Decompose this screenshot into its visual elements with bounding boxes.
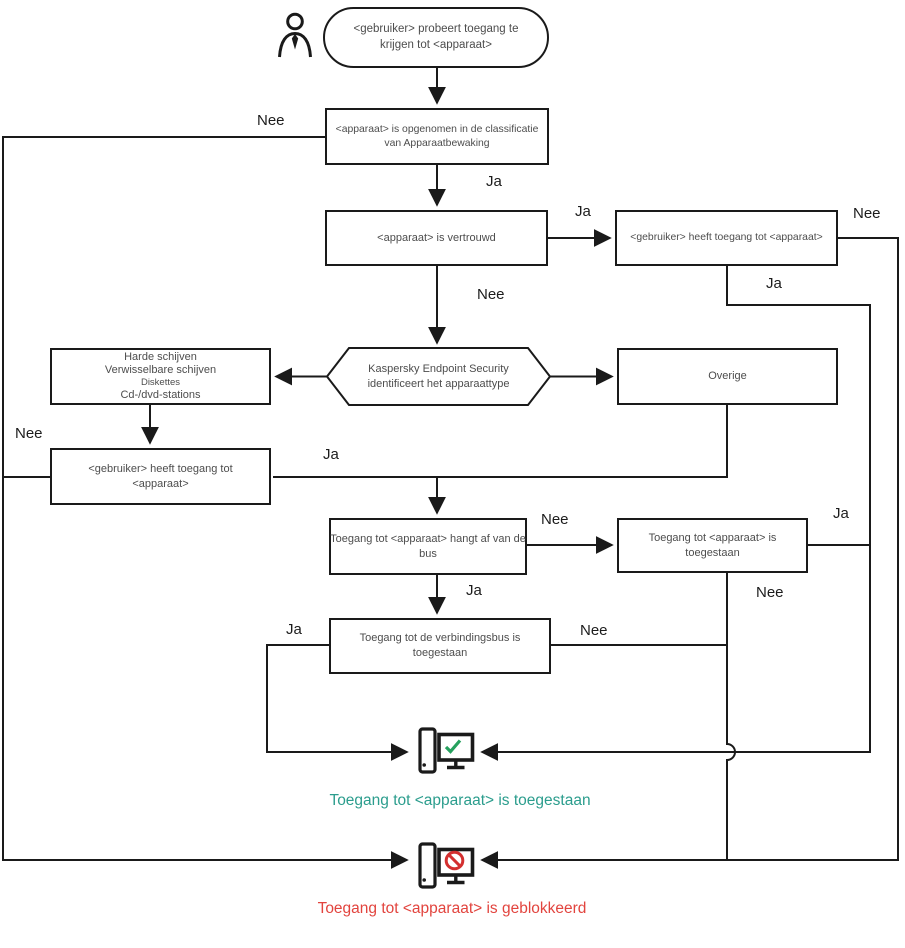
edge-allowed-rule-nee-to-blocked bbox=[727, 573, 735, 860]
computer-blocked-icon bbox=[417, 841, 475, 893]
node-text-line: Toegang tot de verbindingsbus is bbox=[359, 632, 521, 645]
node-text-line: Toegang tot <apparaat> is bbox=[648, 531, 777, 544]
node-classification bbox=[325, 108, 549, 165]
edge-label-nee: Nee bbox=[541, 511, 569, 528]
node-text-line: Harde schijven bbox=[124, 351, 197, 364]
node-text-line: <apparaat> is vertrouwd bbox=[377, 231, 496, 244]
node-text-line: van Apparaatbewaking bbox=[384, 137, 490, 149]
allowed-caption: Toegang tot <apparaat> is toegestaan bbox=[329, 792, 591, 809]
node-text-line: Diskettes bbox=[140, 377, 181, 389]
edge-label-nee: Nee bbox=[15, 425, 43, 442]
edge-label-ja: Ja bbox=[833, 505, 849, 522]
node-start bbox=[323, 7, 549, 68]
node-user-access-left bbox=[50, 448, 271, 505]
edge-user-right-ja-to-allowed bbox=[482, 266, 870, 752]
computer-allowed-icon bbox=[417, 726, 475, 778]
edge-label-nee: Nee bbox=[257, 112, 285, 129]
node-text-line: Overige bbox=[708, 370, 747, 383]
edge-label-ja: Ja bbox=[286, 621, 302, 638]
edge-label-ja: Ja bbox=[575, 203, 591, 220]
node-text-line: krijgen tot <apparaat> bbox=[380, 38, 492, 51]
node-text-line: toegestaan bbox=[412, 647, 468, 659]
node-bus-depends bbox=[329, 518, 527, 575]
blocked-caption: Toegang tot <apparaat> is geblokkeerd bbox=[317, 900, 587, 917]
node-text-line: Toegang tot <apparaat> hangt af van de bbox=[330, 532, 526, 545]
edge-label-nee: Nee bbox=[853, 205, 881, 222]
node-identify-hexagon bbox=[340, 348, 537, 405]
node-trusted bbox=[325, 210, 548, 266]
node-text-line: <apparaat> bbox=[132, 477, 189, 490]
node-text-line: Verwisselbare schijven bbox=[104, 364, 217, 377]
node-text-line: Cd-/dvd-stations bbox=[120, 388, 201, 401]
node-text-line: bus bbox=[419, 547, 437, 560]
edge-label-ja: Ja bbox=[766, 275, 782, 292]
node-user-access-right bbox=[615, 210, 838, 266]
node-text-line: identificeert het apparaattype bbox=[367, 377, 510, 390]
edge-label-nee: Nee bbox=[580, 622, 608, 639]
node-access-allowed-rule bbox=[617, 518, 808, 573]
person-icon bbox=[278, 12, 312, 58]
edge-label-ja: Ja bbox=[486, 173, 502, 190]
node-bus-allowed bbox=[329, 618, 551, 674]
edge-label-nee: Nee bbox=[477, 286, 505, 303]
node-text-line: <gebruiker> heeft toegang tot <apparaat> bbox=[630, 232, 823, 244]
node-text-line: <gebruiker> heeft toegang tot bbox=[88, 462, 233, 475]
node-other bbox=[617, 348, 838, 405]
node-text-line: <gebruiker> probeert toegang te bbox=[353, 23, 519, 36]
edge-label-ja: Ja bbox=[323, 446, 339, 463]
node-text-line: Kaspersky Endpoint Security bbox=[368, 362, 509, 375]
edge-label-ja: Ja bbox=[466, 582, 482, 599]
node-text-line: toegestaan bbox=[685, 546, 740, 559]
node-text-line: <apparaat> is opgenomen in de classificatie bbox=[335, 123, 539, 135]
edge-label-nee: Nee bbox=[756, 584, 784, 601]
edge-other-down-merge bbox=[273, 405, 727, 477]
node-device-types bbox=[50, 348, 271, 405]
